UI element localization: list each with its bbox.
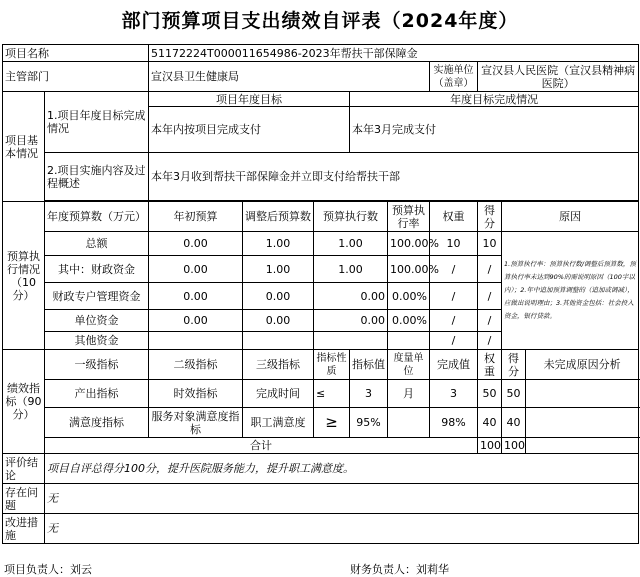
perf-header-6: 完成值 [430,350,478,380]
budget-row-label: 总额 [45,232,149,256]
budget-header-6: 得分 [478,202,502,232]
budget-weight: 10 [430,232,478,256]
budget-adjusted: 0.00 [243,310,314,332]
budget-header-0: 年度预算数（万元） [45,202,149,232]
perf-nature: ≤ [314,380,350,408]
budget-header-3: 预算执行数 [314,202,388,232]
measures-value: 无 [45,514,639,544]
perf-level3: 完成时间 [243,380,314,408]
basic-row1-status: 本年3月完成支付 [350,107,639,153]
table-row [3,380,639,408]
perf-level2: 服务对象满意度指标 [149,408,243,438]
unit-value: 宣汉县人民医院（宣汉县精神病医院） [478,62,639,92]
perf-reason [526,380,639,408]
basic-section-label: 项目基本情况 [3,92,45,202]
row-total [3,438,639,454]
conclusion-label: 评价结论 [3,454,45,484]
perf-unit: 月 [388,380,430,408]
budget-weight: / [430,283,478,310]
row-basic-process [3,153,639,201]
budget-header-2: 调整后预算数 [243,202,314,232]
row-measures [3,514,639,544]
budget-initial: 0.00 [149,283,243,310]
budget-score: / [478,332,502,350]
budget-weight: / [430,310,478,332]
basic-row2-value: 本年3月收到帮扶干部保障金并立即支付给帮扶干部 [149,153,639,201]
budget-row-label: 其中：财政资金 [45,256,149,283]
row-issues [3,484,639,514]
basic-row1-goal: 本年内按项目完成支付 [149,107,350,153]
total-score: 100 [502,438,526,454]
project-name-value: 51172224T000011654986-2023年帮扶干部保障金 [149,45,639,62]
budget-initial: 0.00 [149,256,243,283]
perf-nature: ≥ [314,408,350,438]
budget-executed: 1.00 [314,256,388,283]
row-performance-header [3,350,639,380]
row-project-name [3,45,639,62]
budget-row-label: 财政专户管理资金 [45,283,149,310]
budget-header-5: 权重 [430,202,478,232]
perf-header-4: 指标值 [350,350,388,380]
budget-rate [388,332,430,350]
perf-level1: 产出指标 [45,380,149,408]
issues-value: 无 [45,484,639,514]
project-name-label: 项目名称 [3,45,149,62]
page-title: 部门预算项目支出绩效自评表（2024年度） [121,10,519,32]
row-budget-header [3,202,639,232]
perf-header-5: 度量单位 [388,350,430,380]
perf-level1: 满意度指标 [45,408,149,438]
issues-label: 存在问题 [3,484,45,514]
budget-executed [314,332,388,350]
budget-adjusted: 0.00 [243,283,314,310]
budget-adjusted: 1.00 [243,256,314,283]
budget-reason-note: 1.预算执行率：预算执行数/调整后预算数，预算执行率未达到90%的需说明原因（100字以内）；2.年中追加预算调整的（追加或调减），应做出说明理由；3.其他资金包括：社会投入资金，银行贷款。 [502,232,639,350]
budget-header-7: 原因 [502,202,639,232]
budget-executed: 0.00 [314,310,388,332]
perf-unit [388,408,430,438]
perf-header-2: 三级指标 [243,350,314,380]
perf-header-7: 权重 [478,350,502,380]
project-lead: 项目负责人：刘云 [4,563,92,576]
budget-row-label: 其他资金 [45,332,149,350]
perf-value: 3 [350,380,388,408]
budget-initial [149,332,243,350]
budget-adjusted [243,332,314,350]
budget-weight: / [430,332,478,350]
row-department [3,62,639,92]
budget-score: / [478,283,502,310]
measures-label: 改进措施 [3,514,45,544]
row-basic-header [3,92,639,107]
finance-lead: 财务负责人：刘莉华 [350,563,449,576]
budget-adjusted: 1.00 [243,232,314,256]
basic-row2-label: 2.项目实施内容及过程概述 [45,153,149,201]
budget-rate: 0.00% [388,283,430,310]
budget-weight: / [430,256,478,283]
conclusion-value: 项目自评总得分100分，提升医院服务能力，提升职工满意度。 [45,454,639,484]
goal-header: 项目年度目标 [149,92,350,107]
budget-header-1: 年初预算 [149,202,243,232]
evaluation-table [2,44,639,544]
budget-section-label: 预算执行情况（10分） [3,202,45,350]
perf-level3: 职工满意度 [243,408,314,438]
table-row [3,408,639,438]
perf-weight: 40 [478,408,502,438]
budget-initial: 0.00 [149,232,243,256]
total-label: 合计 [45,438,478,454]
dept-value: 宣汉县卫生健康局 [149,62,430,92]
perf-reason [526,408,639,438]
budget-score: 10 [478,232,502,256]
perf-done: 3 [430,380,478,408]
budget-rate: 100.00% [388,256,430,283]
perf-score: 40 [502,408,526,438]
perf-value: 95% [350,408,388,438]
budget-rate: 100.00% [388,232,430,256]
perf-level2: 时效指标 [149,380,243,408]
goal-status-header: 年度目标完成情况 [350,92,639,107]
perf-score: 50 [502,380,526,408]
perf-header-1: 二级指标 [149,350,243,380]
table-row [3,232,639,256]
perf-weight: 50 [478,380,502,408]
perf-header-3: 指标性质 [314,350,350,380]
performance-section-label: 绩效指标（90分） [3,350,45,454]
dept-label: 主管部门 [3,62,149,92]
budget-score: / [478,310,502,332]
total-weight: 100 [478,438,502,454]
budget-executed: 0.00 [314,283,388,310]
budget-score: / [478,256,502,283]
perf-header-0: 一级指标 [45,350,149,380]
unit-label: 实施单位（盖章） [430,62,478,92]
row-conclusion [3,454,639,484]
perf-header-9: 未完成原因分析 [526,350,639,380]
budget-initial: 0.00 [149,310,243,332]
budget-header-4: 预算执行率 [388,202,430,232]
budget-rate: 0.00% [388,310,430,332]
perf-header-8: 得分 [502,350,526,380]
basic-row1-label: 1.项目年度目标完成情况 [45,92,149,153]
budget-executed: 1.00 [314,232,388,256]
budget-row-label: 单位资金 [45,310,149,332]
perf-done: 98% [430,408,478,438]
